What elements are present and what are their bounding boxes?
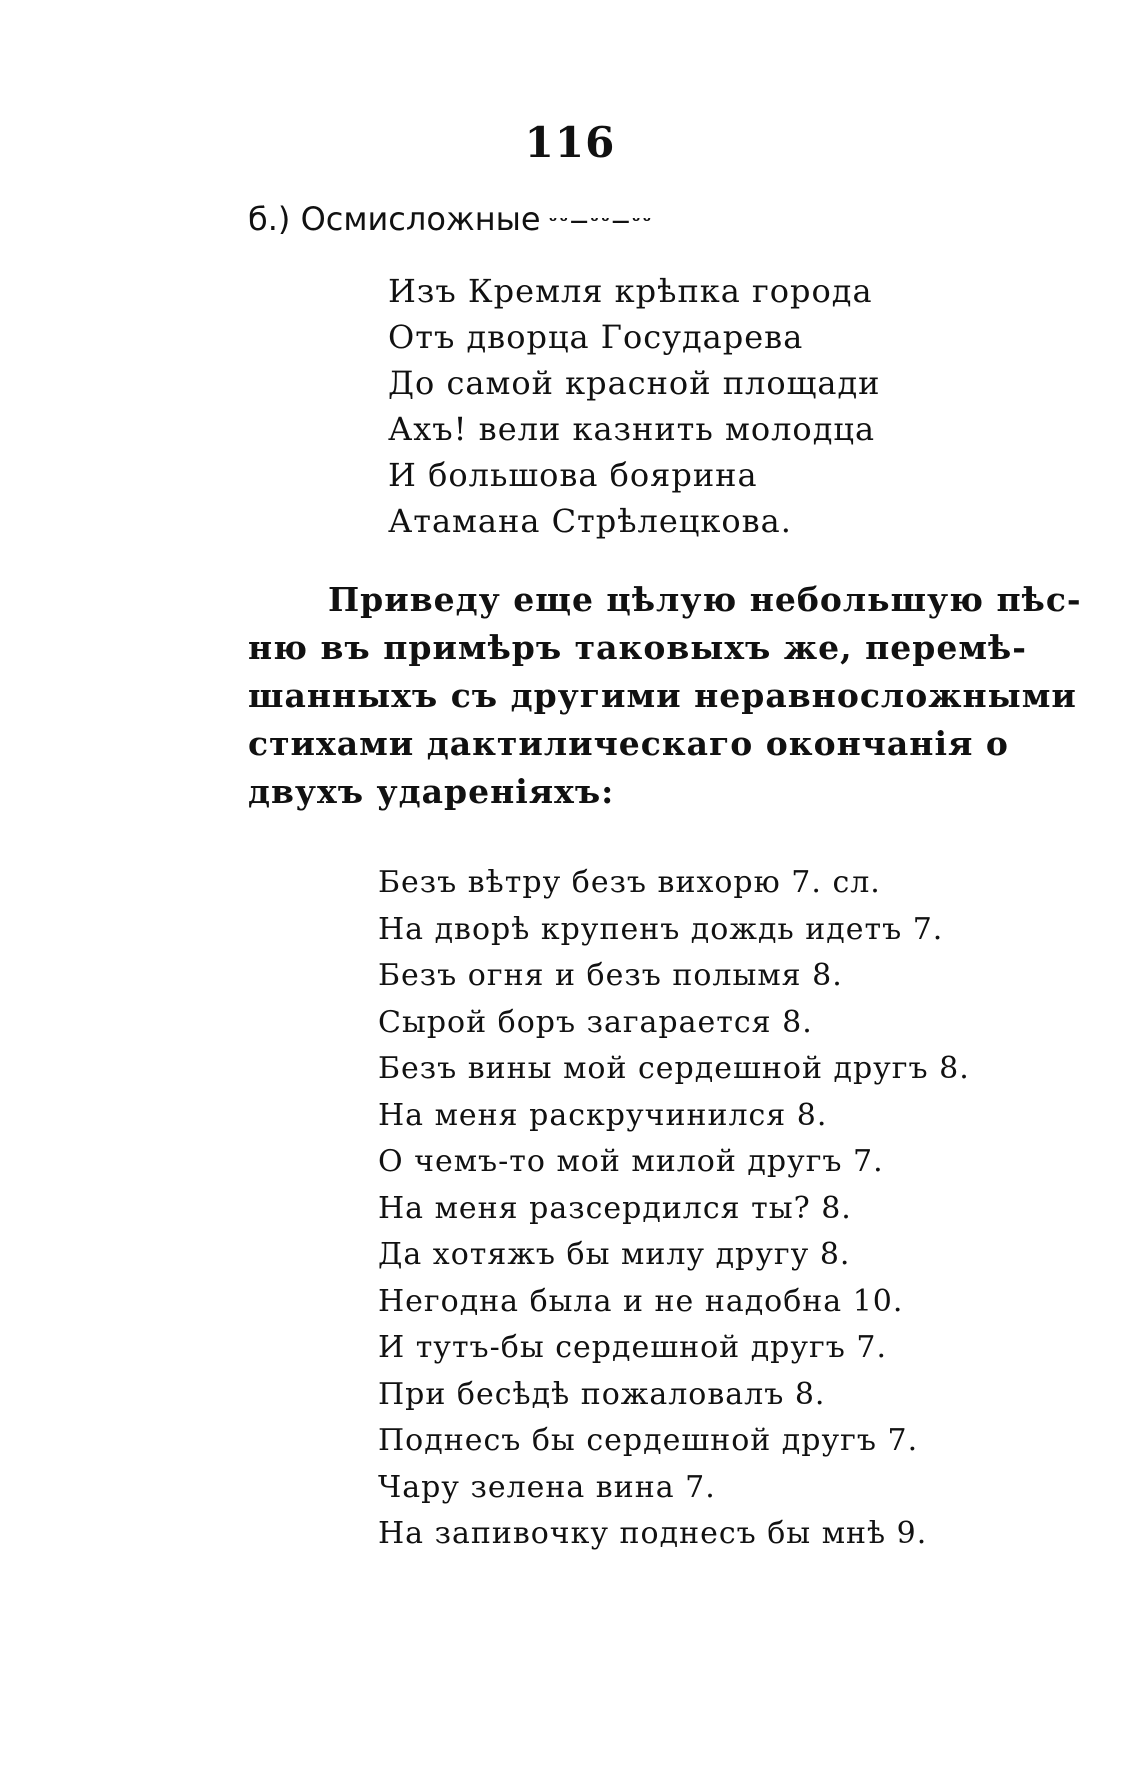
song-line: При бесѣдѣ пожаловалъ 8. <box>378 1376 826 1412</box>
verse-line: До самой красной площади <box>388 364 881 402</box>
verse-line: Атамана Стрѣлецкова. <box>388 502 792 540</box>
body-paragraph <box>248 576 1082 816</box>
song-line: И тутъ-бы сердешной другъ 7. <box>378 1330 887 1365</box>
paragraph-line: стихами дактилическаго окончанія о <box>248 724 1009 763</box>
song-line: Безъ вѣтру безъ вихорю 7. сл. <box>378 865 881 900</box>
paragraph-line: ню въ примѣръ таковыхъ же, перемѣ- <box>248 628 1027 667</box>
meter-scheme: ᵕᵕ—ᵕᵕ—ᵕᵕ <box>548 210 654 232</box>
verse-line: И большова боярина <box>388 456 758 494</box>
song-line: На меня раскручинился 8. <box>378 1097 828 1133</box>
song-line: Сырой боръ загарается 8. <box>378 1004 813 1040</box>
song-line: На меня разсердился ты? 8. <box>378 1190 852 1226</box>
section-heading <box>248 200 653 238</box>
song-line: Негодна была и не надобна 10. <box>378 1283 904 1319</box>
song-line: Чару зелена вина 7. <box>378 1469 716 1505</box>
song-line: Да хотяжъ бы милу другу 8. <box>378 1237 851 1272</box>
verse-block <box>388 268 880 544</box>
verse-line: Ахъ! вели казнить молодца <box>388 410 876 448</box>
page-number: 116 <box>524 118 616 167</box>
song-line: На запивочку поднесъ бы мнѣ 9. <box>378 1516 928 1551</box>
paragraph-line: двухъ удареніяхъ: <box>248 772 615 811</box>
song-line: Поднесъ бы сердешной другъ 7. <box>378 1423 919 1458</box>
section-label: б.) Осмисложные <box>248 200 541 238</box>
paragraph-line: шанныхъ съ другими неравносложными <box>248 676 1077 715</box>
verse-line: Отъ дворца Государева <box>388 318 804 356</box>
example-song <box>378 860 970 1558</box>
song-line: О чемъ-то мой милой другъ 7. <box>378 1144 884 1179</box>
verse-line: Изъ Кремля крѣпка города <box>388 272 873 310</box>
song-line: Безъ вины мой сердешной другъ 8. <box>378 1051 970 1086</box>
paragraph-line: Приведу еще цѣлую небольшую пѣс- <box>328 580 1082 619</box>
song-line: На дворѣ крупенъ дождь идетъ 7. <box>378 911 944 947</box>
song-line: Безъ огня и безъ полымя 8. <box>378 958 843 993</box>
